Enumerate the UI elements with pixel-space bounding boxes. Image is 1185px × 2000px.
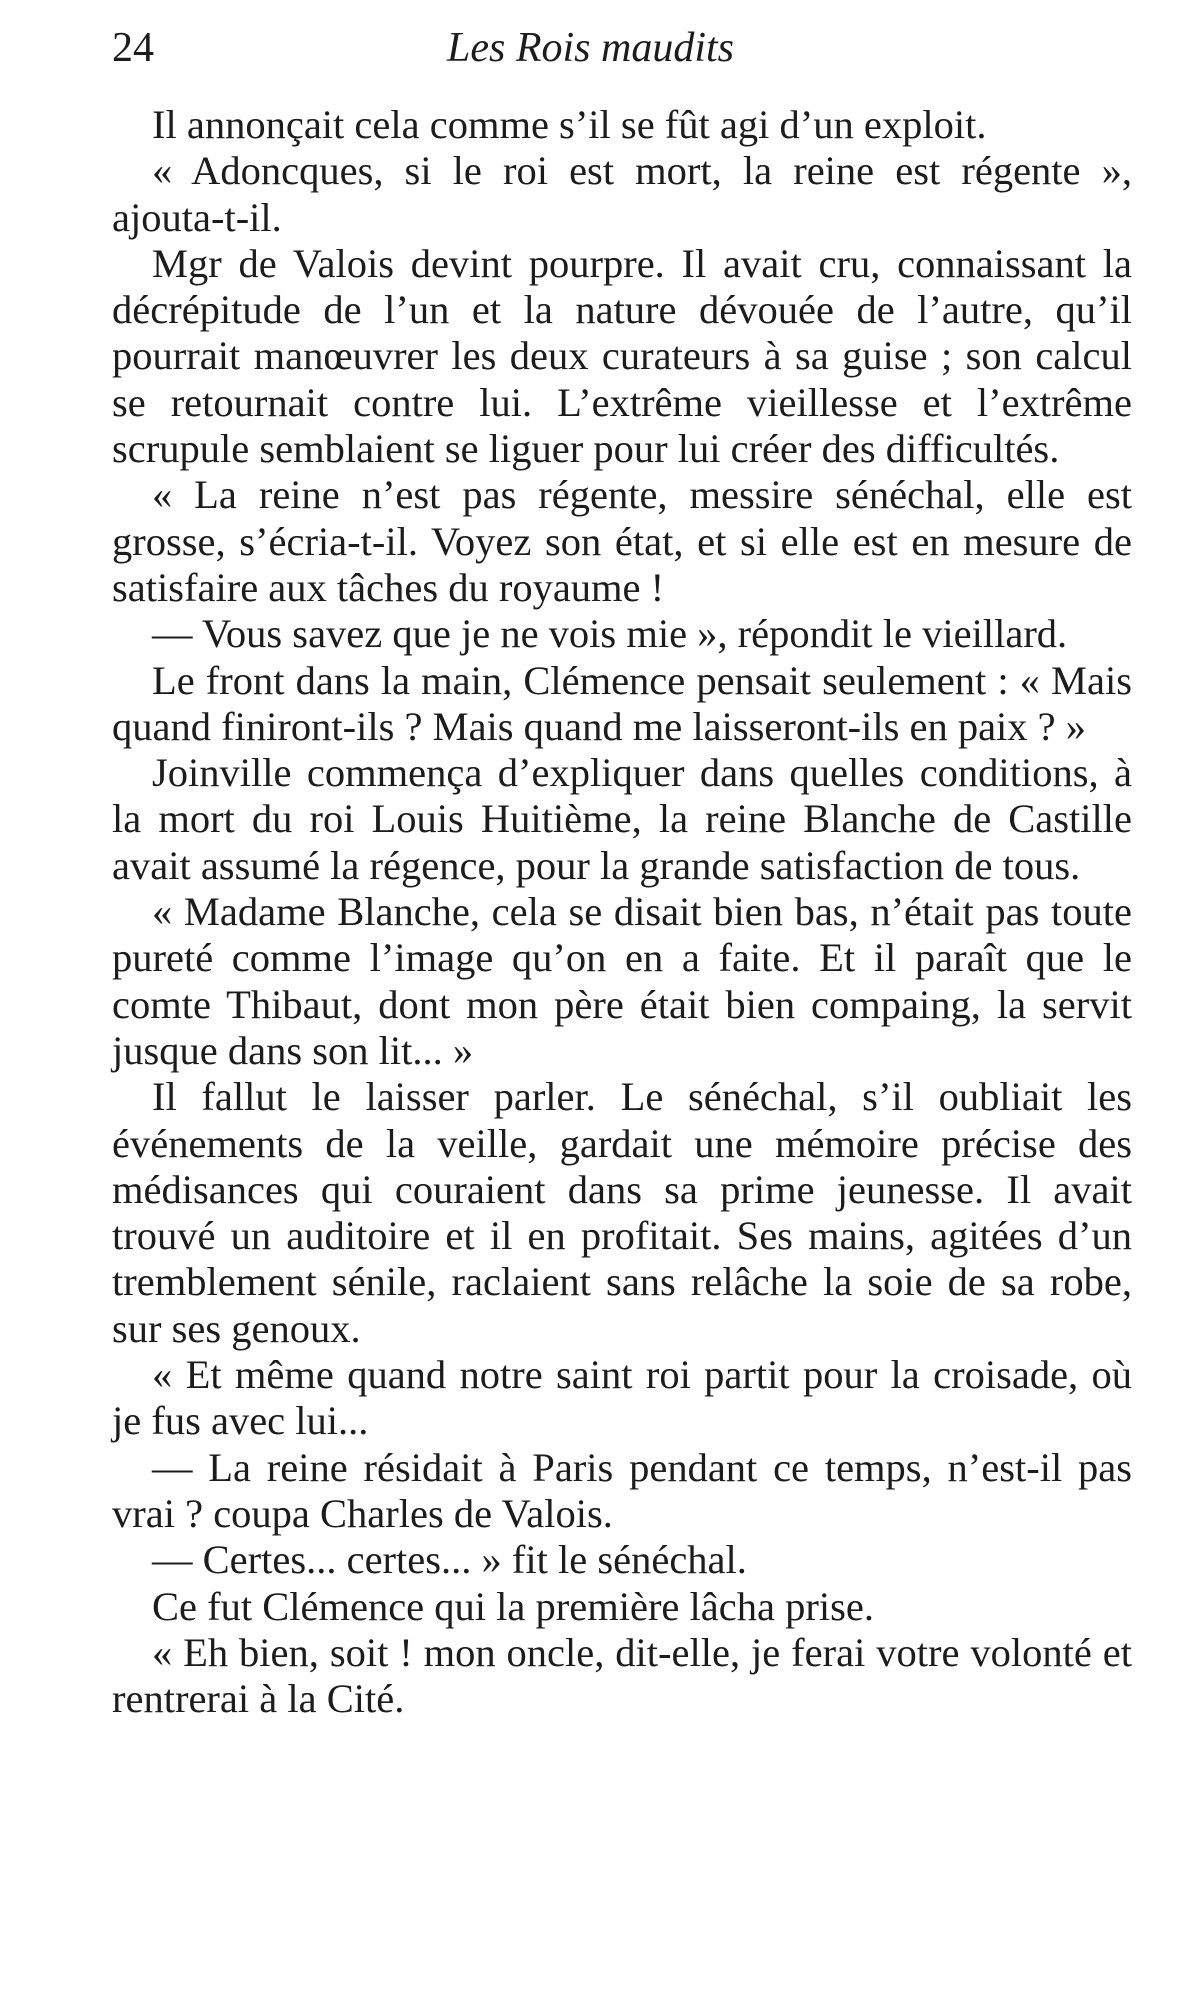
paragraph: « Eh bien, soit ! mon oncle, dit-elle, je ferai votre volonté et rentrerai à la Cité. <box>112 1629 1132 1722</box>
paragraph: Joinville commença d’expliquer dans quelles conditions, à la mort du roi Louis Huitième, la reine Blanche de Castille avait assumé la régence, pour la grande satisfaction de tous. <box>112 750 1132 888</box>
paragraph: « Madame Blanche, cela se disait bien bas, n’était pas toute pureté comme l’image qu’on en a faite. Et il paraît que le comte Thibaut, dont mon père était bien compaing, la servit jusque dans son lit... » <box>112 889 1132 1073</box>
page-number: 24 <box>112 25 154 71</box>
paragraph: « Et même quand notre saint roi partit pour la croisade, où je fus avec lui... <box>112 1352 1132 1444</box>
paragraph: — Vous savez que je ne vois mie », répondit le vieillard. <box>152 611 1068 657</box>
paragraph: « La reine n’est pas régente, messire sénéchal, elle est grosse, s’écria-t-il. Voyez son état, et si elle est en mesure de satisfaire aux tâches du royaume ! <box>112 472 1132 610</box>
page-header <box>112 18 1132 78</box>
paragraph: Ce fut Clémence qui la première lâcha prise. <box>152 1583 874 1629</box>
body-text <box>112 102 1132 1722</box>
paragraph: — Certes... certes... » fit le sénéchal. <box>152 1537 747 1583</box>
paragraph: — La reine résidait à Paris pendant ce temps, n’est-il pas vrai ? coupa Charles de Valois. <box>112 1444 1132 1536</box>
paragraph: Le front dans la main, Clémence pensait seulement : « Mais quand finiront-ils ? Mais quand me laisseront-ils en paix ? » <box>112 657 1132 749</box>
paragraph: Il annonçait cela comme s’il se fût agi d’un exploit. <box>152 102 987 147</box>
paragraph: « Adoncques, si le roi est mort, la reine est régente », ajouta-t-il. <box>112 148 1132 240</box>
running-title: Les Rois maudits <box>447 25 735 71</box>
paragraph: Mgr de Valois devint pourpre. Il avait cru, connaissant la décrépitude de l’un et la nature dévouée de l’autre, qu’il pourrait manœuvrer les deux curateurs à sa guise ; son calcul se retournait contre lui. L’extrême vieillesse et l’extrême scrupule semblaient se liguer pour lui créer des difficultés. <box>112 240 1132 472</box>
paragraph: Il fallut le laisser parler. Le sénéchal, s’il oubliait les événements de la veille, gardait une mémoire précise des médisances qui couraient dans sa prime jeunesse. Il avait trouvé un auditoire et il en profitait. Ses mains, agitées d’un tremblement sénile, raclaient sans relâche la soie de sa robe, sur ses genoux. <box>112 1074 1132 1351</box>
